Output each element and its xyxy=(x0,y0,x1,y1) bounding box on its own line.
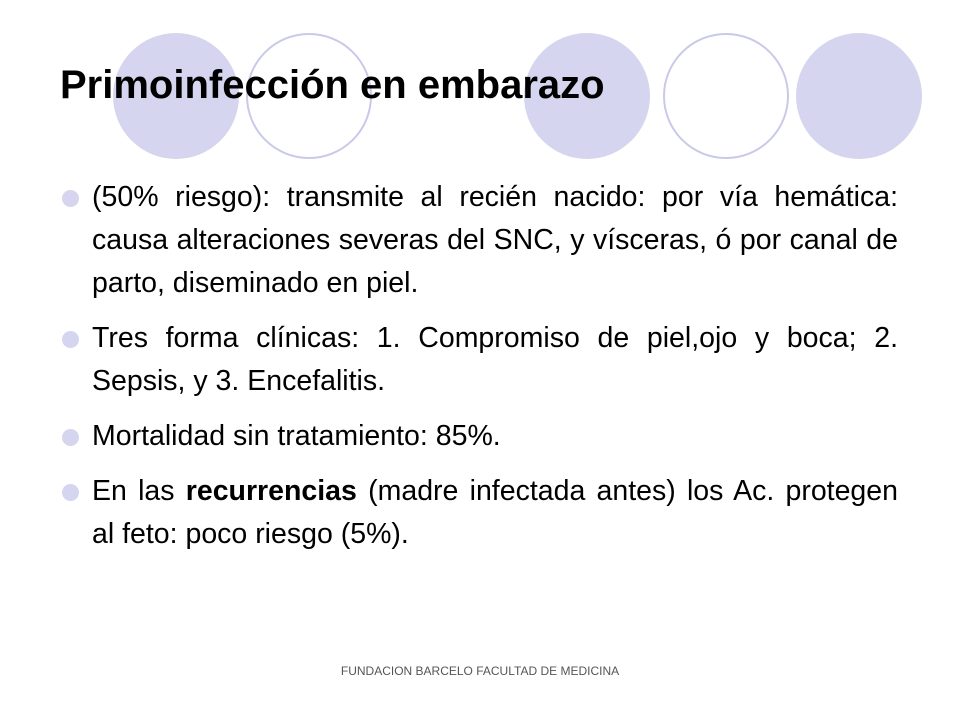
bullet-text xyxy=(92,475,898,550)
bullet-list xyxy=(62,176,898,568)
bullet-marker-icon xyxy=(62,331,79,348)
bullet-item xyxy=(62,470,898,556)
bullet-text-part: En las xyxy=(92,475,186,507)
decorative-ring xyxy=(663,33,789,159)
bullet-item xyxy=(62,415,898,458)
bullet-item xyxy=(62,176,898,305)
bullet-text: Mortalidad sin tratamiento: 85%. xyxy=(92,420,501,452)
bullet-item xyxy=(62,317,898,403)
slide-title: Primoinfección en embarazo xyxy=(60,63,605,107)
bullet-marker-icon xyxy=(62,429,79,446)
decorative-circle xyxy=(796,33,922,159)
bullet-marker-icon xyxy=(62,484,79,501)
slide-footer: FUNDACION BARCELO FACULTAD DE MEDICINA xyxy=(340,664,620,678)
bullet-text-part: (madre infectada antes) los Ac. protegen al feto: poco riesgo (5%). xyxy=(92,475,898,550)
bullet-emphasis: recurrencias xyxy=(185,475,357,507)
bullet-marker-icon xyxy=(62,190,79,207)
bullet-text: Tres forma clínicas: 1. Compromiso de piel,ojo y boca; 2. Sepsis, y 3. Encefalitis. xyxy=(92,322,898,397)
bullet-text: (50% riesgo): transmite al recién nacido: por vía hemática: causa alteraciones severas del SNC, y vísceras, ó por canal de parto, diseminado en piel. xyxy=(92,181,898,299)
